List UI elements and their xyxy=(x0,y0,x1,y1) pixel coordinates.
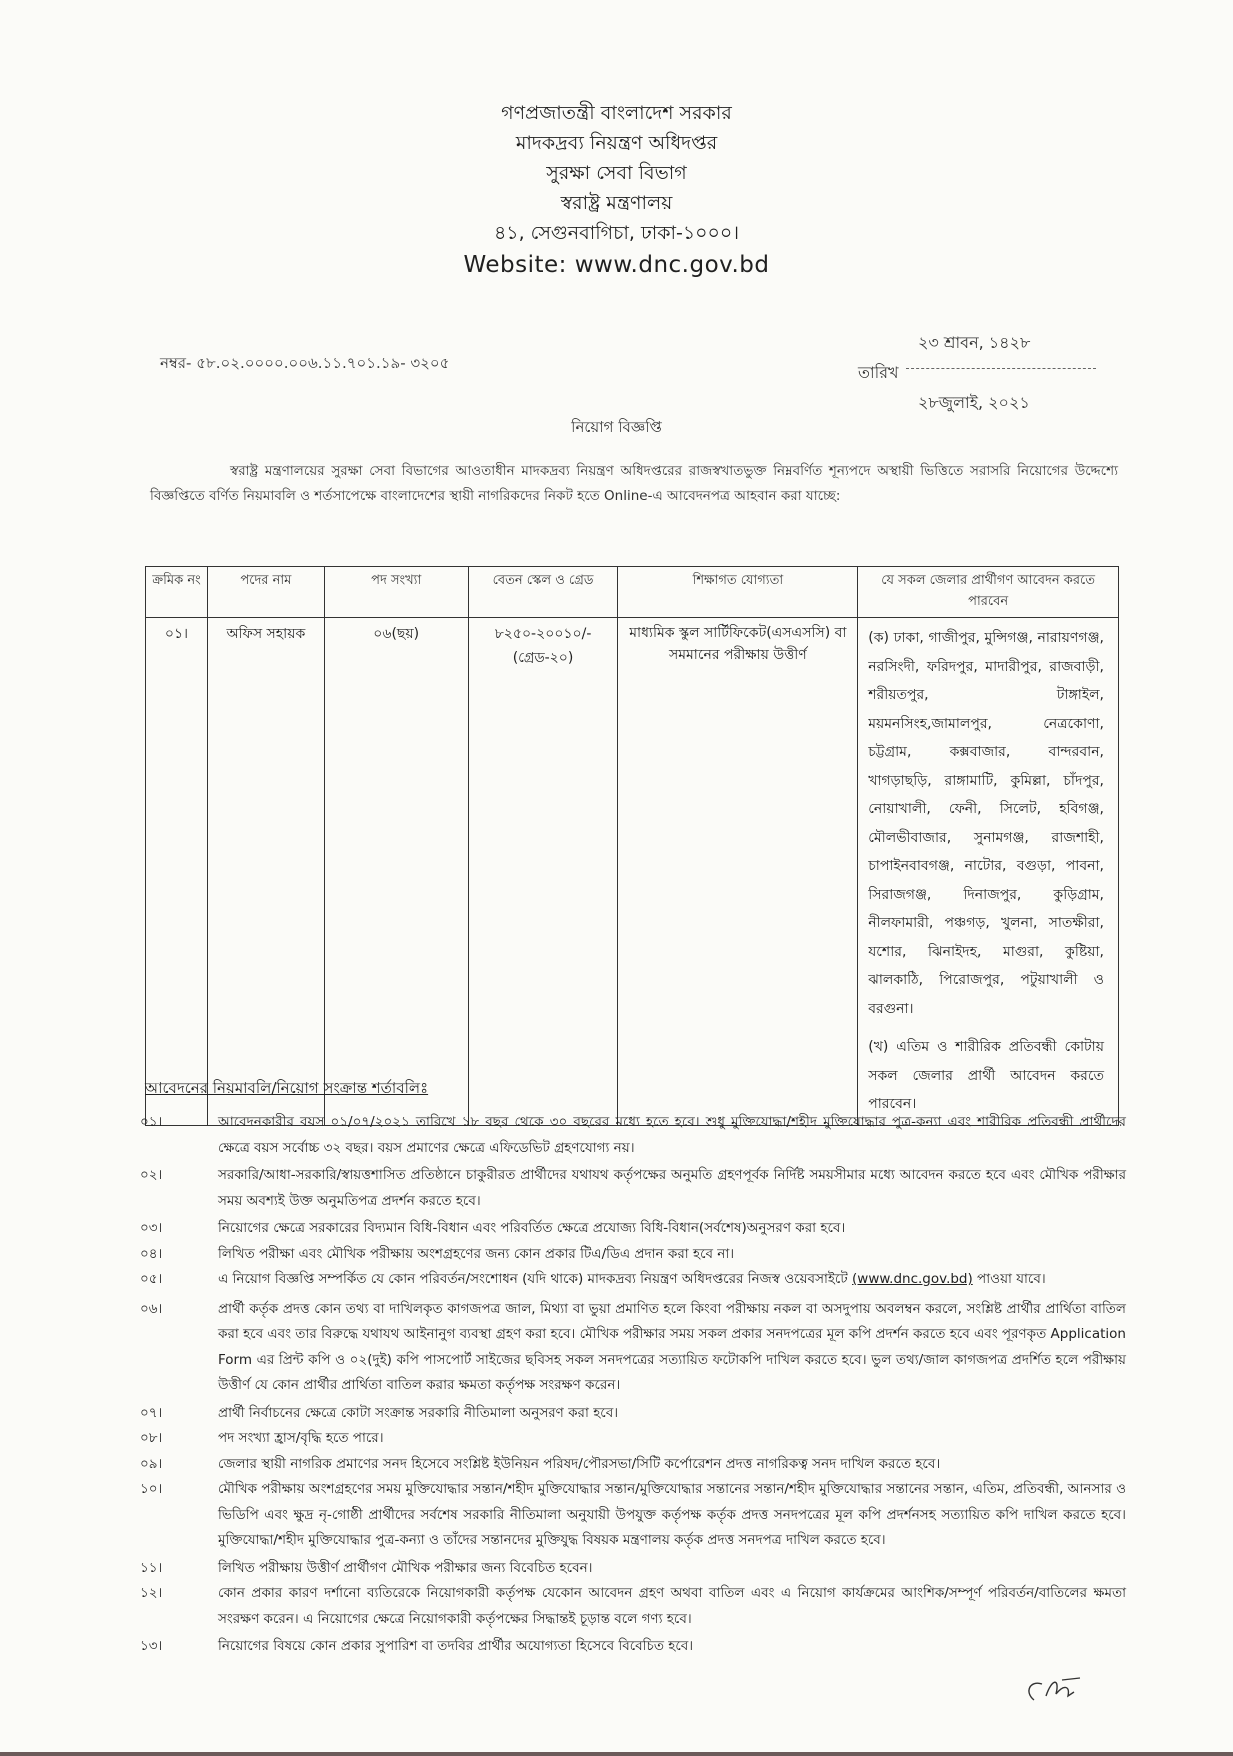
government-name: গণপ্রজাতন্ত্রী বাংলাদেশ সরকার xyxy=(501,102,732,124)
list-item xyxy=(140,1556,1126,1582)
list-item xyxy=(140,1267,1126,1293)
column-header-districts: যে সকল জেলার প্রার্থীগণ আবেদন করতে পারবেন xyxy=(858,567,1119,618)
rule-number: ০৩। xyxy=(140,1220,163,1236)
rule-number: ০৭। xyxy=(140,1404,163,1421)
rule-number: ০৬। xyxy=(140,1300,163,1317)
signature-mark xyxy=(1020,1670,1110,1714)
list-item xyxy=(140,1163,1126,1214)
rule-text: মৌখিক পরীক্ষায় অংশগ্রহণের সময় মুক্তিযোদ্ধার সন্তান/শহীদ মুক্তিযোদ্ধার সন্তান/মুক্তিযোদ্ধার সন্তানের সন্তান/শহীদ মুক্তিযোদ্ধার সন্তানের সন্তান, এতিম, প্রতিবন্ধী, আনসার ও ভিডিপি এবং ক্ষুদ্র নৃ-গোষ্ঠী প্রার্থীদের সর্বশেষ সরকারি নীতিমালা অনুযায়ী উপযুক্ত কর্তৃপক্ষ কর্তৃক প্রদত্ত সনদপত্রের মূল কপি প্রদর্শনসহ সত্যায়িত কপি দাখিল করতে হবে। মুক্তিযোদ্ধা/শহীদ মুক্তিযোদ্ধার পুত্র-কন্যা ও তাঁদের সন্তানদের মুক্তিযুদ্ধ বিষয়ক মন্ত্রণালয় কর্তৃক প্রদত্ত সনদপত্র দাখিল করতে হবে। xyxy=(218,1481,1126,1548)
pay-grade: (গ্রেড-২০) xyxy=(512,650,574,666)
list-item xyxy=(140,1297,1126,1399)
districts-quota: (খ) এতিম ও শারীরিক প্রতিবন্ধী কোটায় সকল জেলার প্রার্থী আবেদন করতে পারবেন। xyxy=(868,1039,1104,1112)
website-link[interactable]: (www.dnc.gov.bd) xyxy=(852,1271,973,1287)
intro-paragraph: স্বরাষ্ট্র মন্ত্রণালয়ের সুরক্ষা সেবা বিভাগের আওতাধীন মাদকদ্রব্য নিয়ন্ত্রণ অধিদপ্তরের রাজস্বখাতভুক্ত নিম্নবর্ণিত শূন্যপদে অস্থায়ী ভিত্তিতে সরাসরি নিয়োগের উদ্দেশ্যে বিজ্ঞপ্তিতে বর্ণিত নিয়মাবলি ও শর্তসাপেক্ষে বাংলাদেশের স্থায়ী নাগরিকদের নিকট হতে Online-এ আবেদনপত্র আহবান করা যাচ্ছে: xyxy=(150,463,1118,504)
rule-text: নিয়োগের ক্ষেত্রে সরকারের বিদ্যমান বিধি-বিধান এবং পরিবর্তিত ক্ষেত্রে প্রযোজ্য বিধি-বিধান(সর্বশেষ)অনুসরণ করা হবে। xyxy=(218,1220,846,1236)
vacancy-table xyxy=(145,566,1119,1126)
letterhead xyxy=(0,98,1233,280)
rule-text-wrap xyxy=(218,1267,1126,1293)
cell-post: অফিস সহায়ক xyxy=(207,618,324,1126)
rule-text: প্রার্থী নির্বাচনের ক্ষেত্রে কোটা সংক্রান্ত সরকারি নীতিমালা অনুসরণ করা হবে। xyxy=(218,1404,619,1421)
rule-text: পদ সংখ্যা হ্রাস/বৃদ্ধি হতে পারে। xyxy=(218,1430,384,1446)
districts-general: (ক) ঢাকা, গাজীপুর, মুন্সিগঞ্জ, নারায়ণগঞ্জ, নরসিংদী, ফরিদপুর, মাদারীপুর, রাজবাড়ী, শরীয়তপুর, টাঙ্গাইল, ময়মনসিংহ,জামালপুর, নেত্রকোণা, চট্টগ্রাম, কক্সবাজার, বান্দরবান, খাগড়াছড়ি, রাঙ্গামাটি, কুমিল্লা, চাঁদপুর, নোয়াখালী, ফেনী, সিলেট, হবিগঞ্জ, মৌলভীবাজার, সুনামগঞ্জ, রাজশাহী, চাপাইনবাবগঞ্জ, নাটোর, বগুড়া, পাবনা, সিরাজগঞ্জ, দিনাজপুর, কুড়িগ্রাম, নীলফামারী, পঞ্চগড়, খুলনা, সাতক্ষীরা, যশোর, ঝিনাইদহ, মাগুরা, কুষ্টিয়া, ঝালকাঠি, পিরোজপুর, পটুয়াখালী ও বরগুনা। xyxy=(868,630,1104,1017)
cell-districts xyxy=(858,618,1119,1126)
rule-number: ১২। xyxy=(140,1585,163,1601)
rules-heading: আবেদনের নিয়মাবলি/নিয়োগ সংক্রান্ত শর্তাবলিঃ xyxy=(145,1079,429,1097)
page-bottom-edge xyxy=(0,1752,1233,1756)
list-item xyxy=(140,1634,1126,1660)
rule-text: নিয়োগের বিষয়ে কোন প্রকার সুপারিশ বা তদবির প্রার্থীর অযোগ্যতা হিসেবে বিবেচিত হবে। xyxy=(218,1638,694,1654)
cell-qualification: মাধ্যমিক স্কুল সার্টিফিকেট(এসএসসি) বা সমমানের পরীক্ষায় উত্তীর্ণ xyxy=(618,618,858,1126)
rule-number: ০১। xyxy=(140,1114,163,1130)
table-header-row xyxy=(146,567,1119,618)
memo-number: নম্বর- ৫৮.০২.০০০০.০০৬.১১.৭০১.১৯- ৩২০৫ xyxy=(160,354,450,372)
rule-number: ০৯। xyxy=(140,1455,163,1472)
notice-title: নিয়োগ বিজ্ঞপ্তি xyxy=(571,418,662,436)
rule-text: এ নিয়োগ বিজ্ঞপ্তি সম্পর্কিত যে কোন পরিবর্তন/সংশোধন (যদি থাকে) মাদকদ্রব্য নিয়ন্ত্রণ অধিদপ্তরের নিজস্ব ওয়েবসাইটে xyxy=(218,1271,848,1287)
column-header-scale: বেতন স্কেল ও গ্রেড xyxy=(468,567,618,618)
rule-text-end: পাওয়া যাবে। xyxy=(972,1271,1046,1287)
table-row xyxy=(146,618,1119,1126)
rule-text: লিখিত পরীক্ষায় উত্তীর্ণ প্রার্থীগণ মৌখিক পরীক্ষার জন্য বিবেচিত হবেন। xyxy=(218,1559,593,1576)
website-line: Website: www.dnc.gov.bd xyxy=(463,252,770,278)
ministry-name: স্বরাষ্ট্র মন্ত্রণালয় xyxy=(560,192,673,214)
list-item xyxy=(140,1216,1126,1242)
cell-serial: ০১। xyxy=(146,618,208,1126)
column-header-count: পদ সংখ্যা xyxy=(324,567,468,618)
cell-count: ০৬(ছয়) xyxy=(324,618,468,1126)
rule-text: লিখিত পরীক্ষা এবং মৌখিক পরীক্ষায় অংশগ্রহণের জন্য কোন প্রকার টিএ/ডিএ প্রদান করা হবে না। xyxy=(218,1245,735,1262)
rule-number: ১১। xyxy=(140,1559,163,1576)
list-item xyxy=(140,1452,1126,1478)
division-name: সুরক্ষা সেবা বিভাগ xyxy=(546,162,687,184)
list-item xyxy=(140,1401,1126,1427)
rules-list xyxy=(140,1110,1126,1660)
department-name: মাদকদ্রব্য নিয়ন্ত্রণ অধিদপ্তর xyxy=(515,132,718,154)
date-label: তারিখ xyxy=(858,363,899,382)
rule-number: ১৩। xyxy=(140,1638,163,1654)
office-address: ৪১, সেগুনবাগিচা, ঢাকা-১০০০। xyxy=(493,222,740,244)
cell-scale xyxy=(468,618,618,1126)
rule-text: সরকারি/আধা-সরকারি/স্বায়ত্তশাসিত প্রতিষ্ঠানে চাকুরীরত প্রার্থীদের যথাযথ কর্তৃপক্ষের অনুমতি গ্রহণপূর্বক নির্দিষ্ট সময়সীমার মধ্যে আবেদন করতে হবে এবং মৌখিক পরীক্ষার সময় অবশ্যই উক্ত অনুমতিপত্র প্রদর্শন করতে হবে। xyxy=(218,1167,1126,1209)
english-date: ২৮জুলাই, ২০২১ xyxy=(918,393,1030,412)
bangla-date: ২৩ শ্রাবন, ১৪২৮ xyxy=(918,333,1031,352)
date-divider xyxy=(906,368,1096,369)
column-header-qualification: শিক্ষাগত যোগ্যতা xyxy=(618,567,858,618)
pay-scale: ৮২৫০-২০০১০/- xyxy=(494,626,592,642)
column-header-serial: ক্রমিক নং xyxy=(146,567,208,618)
column-header-post: পদের নাম xyxy=(207,567,324,618)
rule-text: কোন প্রকার কারণ দর্শানো ব্যতিরেকে নিয়োগকারী কর্তৃপক্ষ যেকোন আবেদন গ্রহণ অথবা বাতিল এবং এ নিয়োগ কার্যক্রমের আংশিক/সম্পূর্ণ পরিবর্তন/বাতিলের ক্ষমতা সংরক্ষণ করেন। এ নিয়োগের ক্ষেত্রে নিয়োগকারী কর্তৃপক্ষের সিদ্ধান্তই চূড়ান্ত বলে গণ্য হবে। xyxy=(218,1585,1126,1627)
rule-number: ০৮। xyxy=(140,1430,163,1446)
rule-text: আবেদনকারীর বয়স ০১/০৭/২০২১ তারিখে ১৮ বছর থেকে ৩০ বছরের মধ্যে হতে হবে। শুধু মুক্তিযোদ্ধা/শহীদ মুক্তিযোদ্ধার পুত্র-কন্যা এবং শারীরিক প্রতিবন্ধী প্রার্থীদের ক্ষেত্রে বয়স সর্বোচ্চ ৩২ বছর। বয়স প্রমাণের ক্ষেত্রে এফিডেভিট গ্রহণযোগ্য নয়। xyxy=(218,1114,1126,1156)
list-item xyxy=(140,1426,1126,1452)
list-item xyxy=(140,1477,1126,1554)
rule-number: ১০। xyxy=(140,1481,163,1497)
list-item xyxy=(140,1110,1126,1161)
list-item xyxy=(140,1242,1126,1268)
rule-text: প্রার্থী কর্তৃক প্রদত্ত কোন তথ্য বা দাখিলকৃত কাগজপত্র জাল, মিথ্যা বা ভুয়া প্রমাণিত হলে কিংবা পরীক্ষায় নকল বা অসদুপায় অবলম্বন করলে, সংশ্লিষ্ট প্রার্থীর প্রার্থিতা বাতিল করা হবে এবং তার বিরুদ্ধে যথাযথ আইনানুগ ব্যবস্থা গ্রহণ করা হবে। মৌখিক পরীক্ষার সময় সকল প্রকার সনদপত্রের মূল কপি প্রদর্শন করতে হবে এবং পূরণকৃত Application Form এর প্রিন্ট কপি ও ০২(দুই) কপি পাসপোর্ট সাইজের ছবিসহ সকল সনদপত্রের সত্যায়িত ফটোকপি দাখিল করতে হবে। ভুল তথ্য/জাল কাগজপত্র প্রদর্শিত হলে পরীক্ষায় উত্তীর্ণ যে কোন প্রার্থীর প্রার্থিতা বাতিল করার ক্ষমতা কর্তৃপক্ষ সংরক্ষণ করেন। xyxy=(218,1300,1126,1393)
rule-number: ০৪। xyxy=(140,1245,163,1262)
rule-number: ০৫। xyxy=(140,1271,163,1287)
list-item xyxy=(140,1581,1126,1632)
rule-text: জেলার স্থায়ী নাগরিক প্রমাণের সনদ হিসেবে সংশ্লিষ্ট ইউনিয়ন পরিষদ/পৌরসভা/সিটি কর্পোরেশন প্রদত্ত নাগরিকত্ব সনদ দাখিল করতে হবে। xyxy=(218,1455,941,1472)
rule-number: ০২। xyxy=(140,1167,163,1183)
